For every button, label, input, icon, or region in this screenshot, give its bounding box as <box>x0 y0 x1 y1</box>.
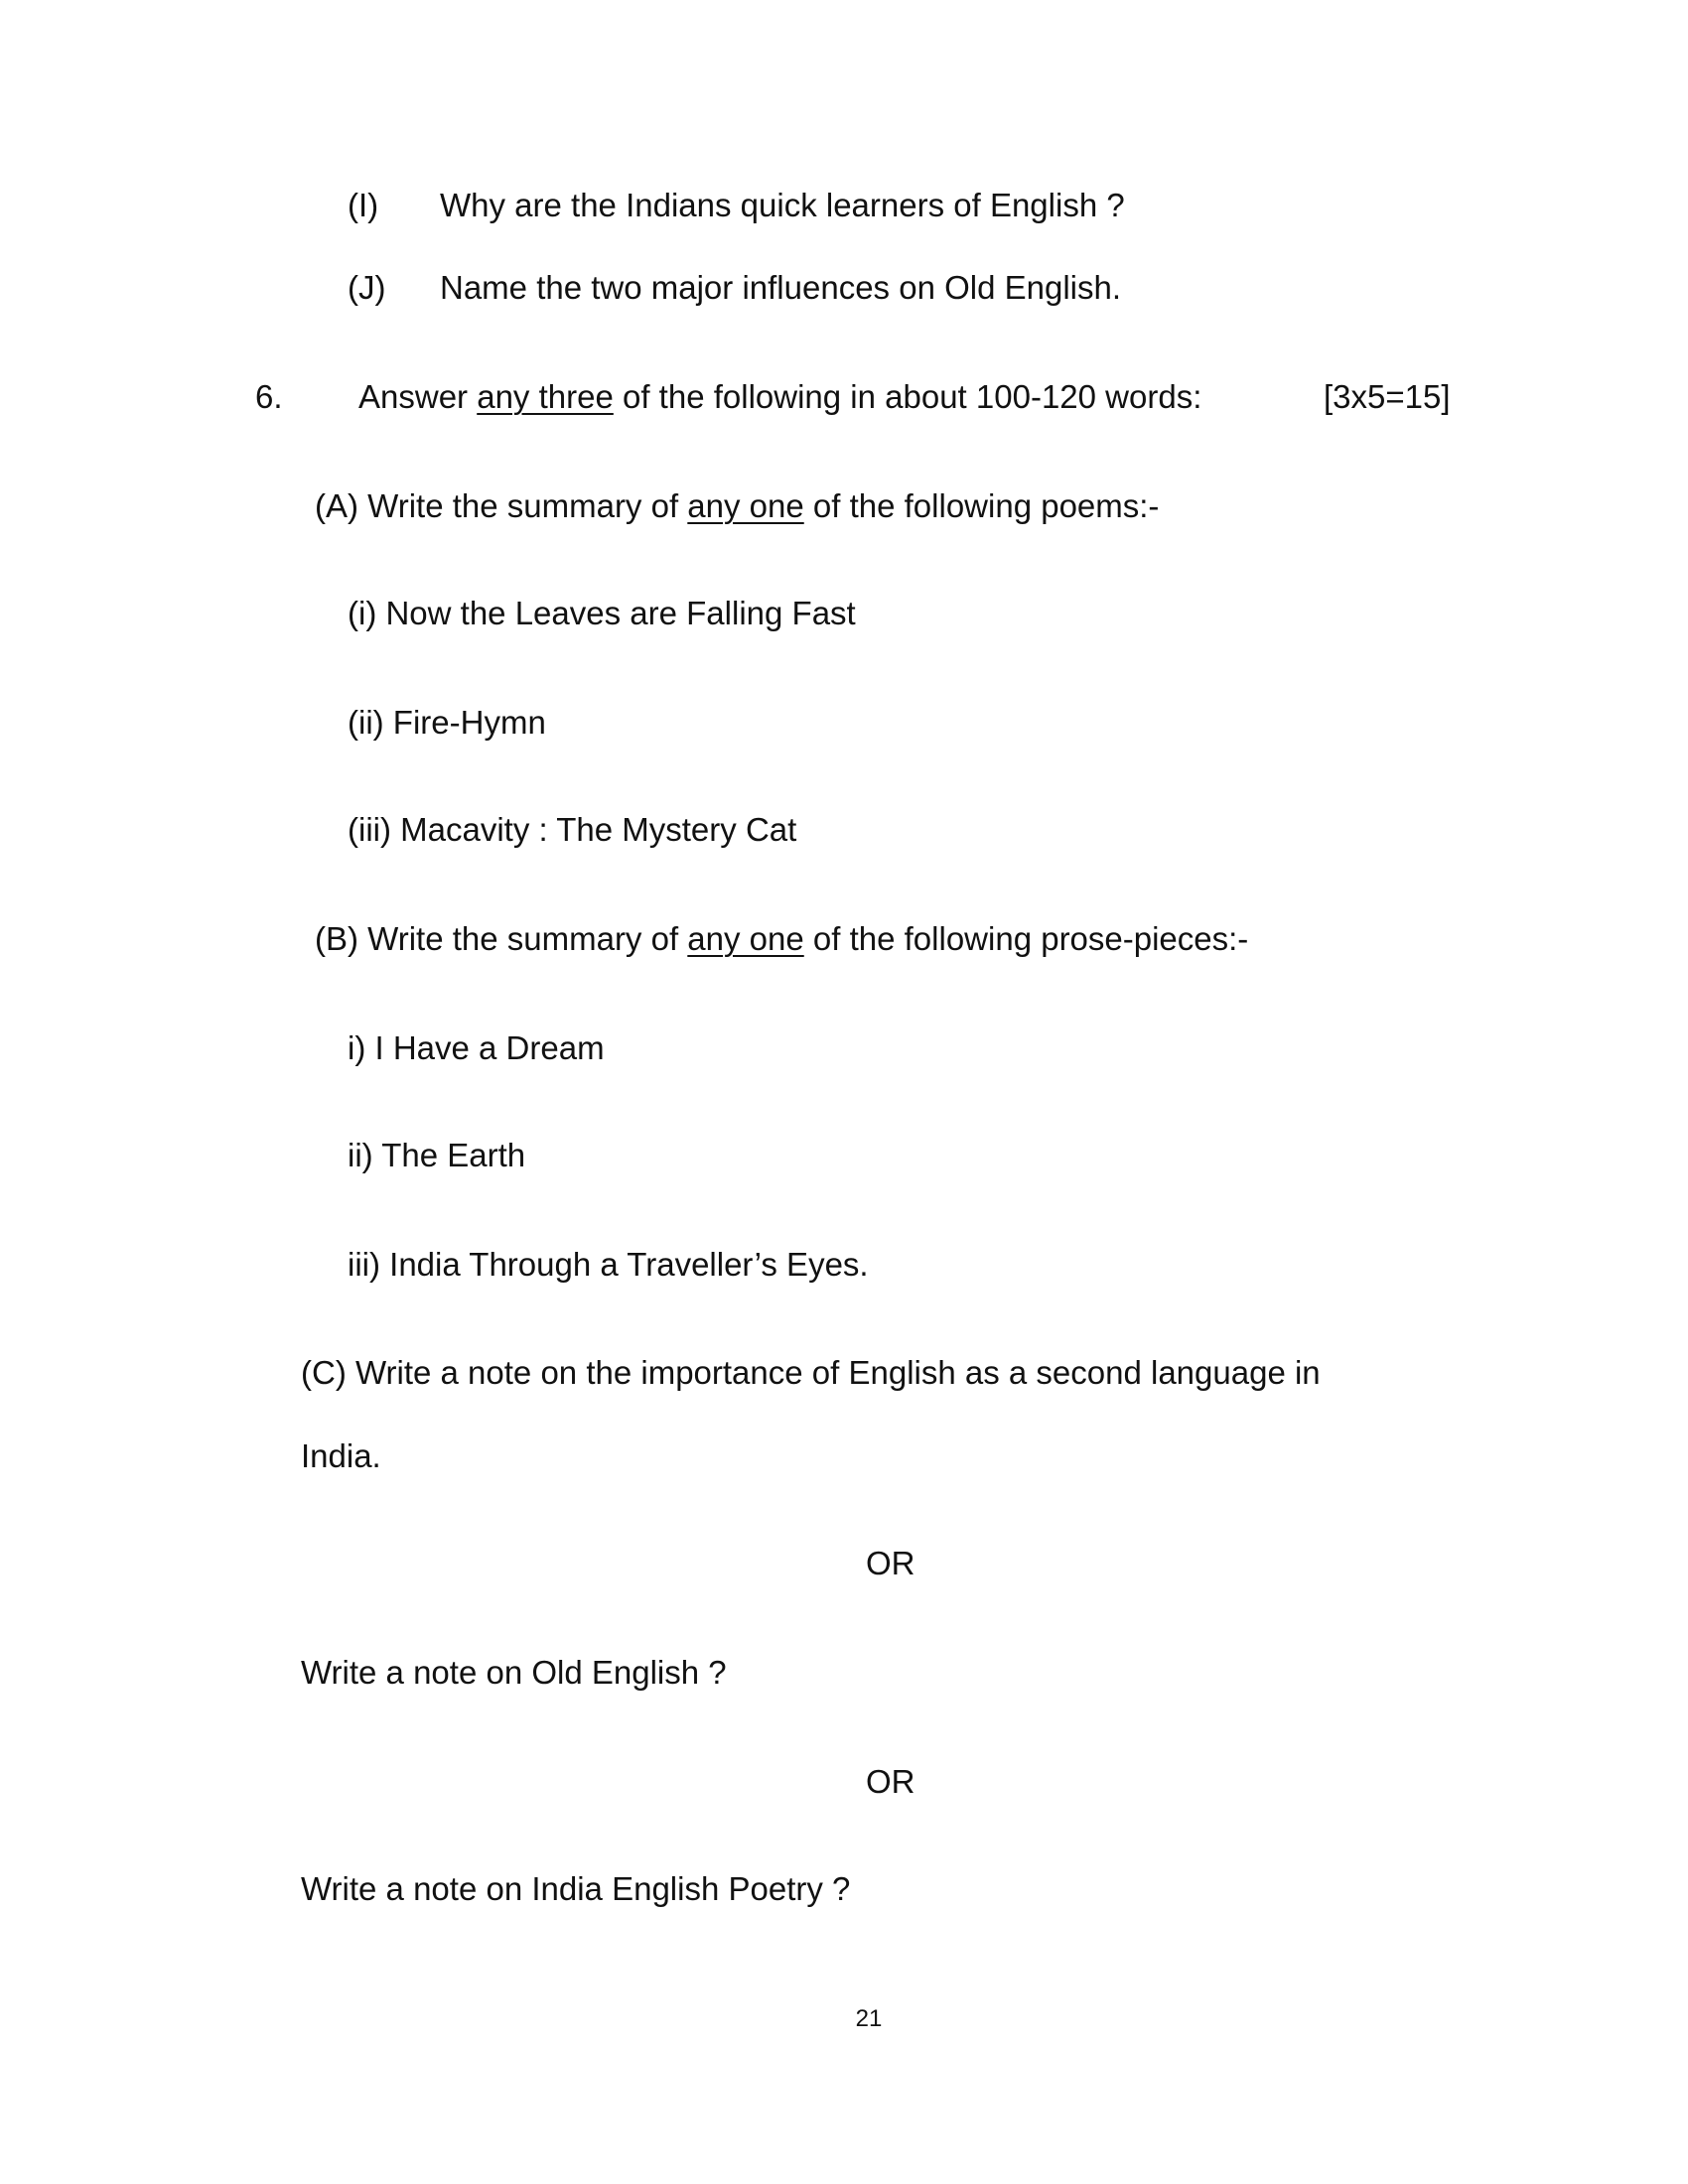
poem-item: (i) Now the Leaves are Falling Fast <box>348 595 856 631</box>
prose-item: ii) The Earth <box>348 1137 526 1173</box>
page-number: 21 <box>855 2005 883 2032</box>
section-C-alternative-2: Write a note on India English Poetry ? <box>301 1870 851 1907</box>
section-C-alternative-1: Write a note on Old English ? <box>301 1654 727 1691</box>
prose-item: i) I Have a Dream <box>348 1029 605 1066</box>
question-I-text: Why are the Indians quick learners of English ? <box>440 187 1125 223</box>
question-6-instruction: Answer any three of the following in about 100-120 words: <box>358 378 1202 415</box>
or-separator: OR <box>866 1545 915 1581</box>
section-C-line1: (C) Write a note on the importance of English as a second language in <box>301 1354 1321 1391</box>
question-J-text: Name the two major influences on Old English. <box>440 269 1122 306</box>
or-separator: OR <box>866 1763 915 1800</box>
poem-item: (iii) Macavity : The Mystery Cat <box>348 811 797 848</box>
section-A-heading: (A) Write the summary of any one of the following poems:- <box>315 487 1160 524</box>
poem-item: (ii) Fire-Hymn <box>348 704 546 741</box>
question-J-label: (J) <box>348 269 386 306</box>
section-B-heading: (B) Write the summary of any one of the following prose-pieces:- <box>315 920 1249 957</box>
question-6-marks: [3x5=15] <box>1324 378 1451 415</box>
prose-item: iii) India Through a Traveller’s Eyes. <box>348 1246 869 1283</box>
question-6-number: 6. <box>255 378 283 415</box>
section-C-line2: India. <box>301 1437 381 1474</box>
question-I-label: (I) <box>348 187 379 223</box>
